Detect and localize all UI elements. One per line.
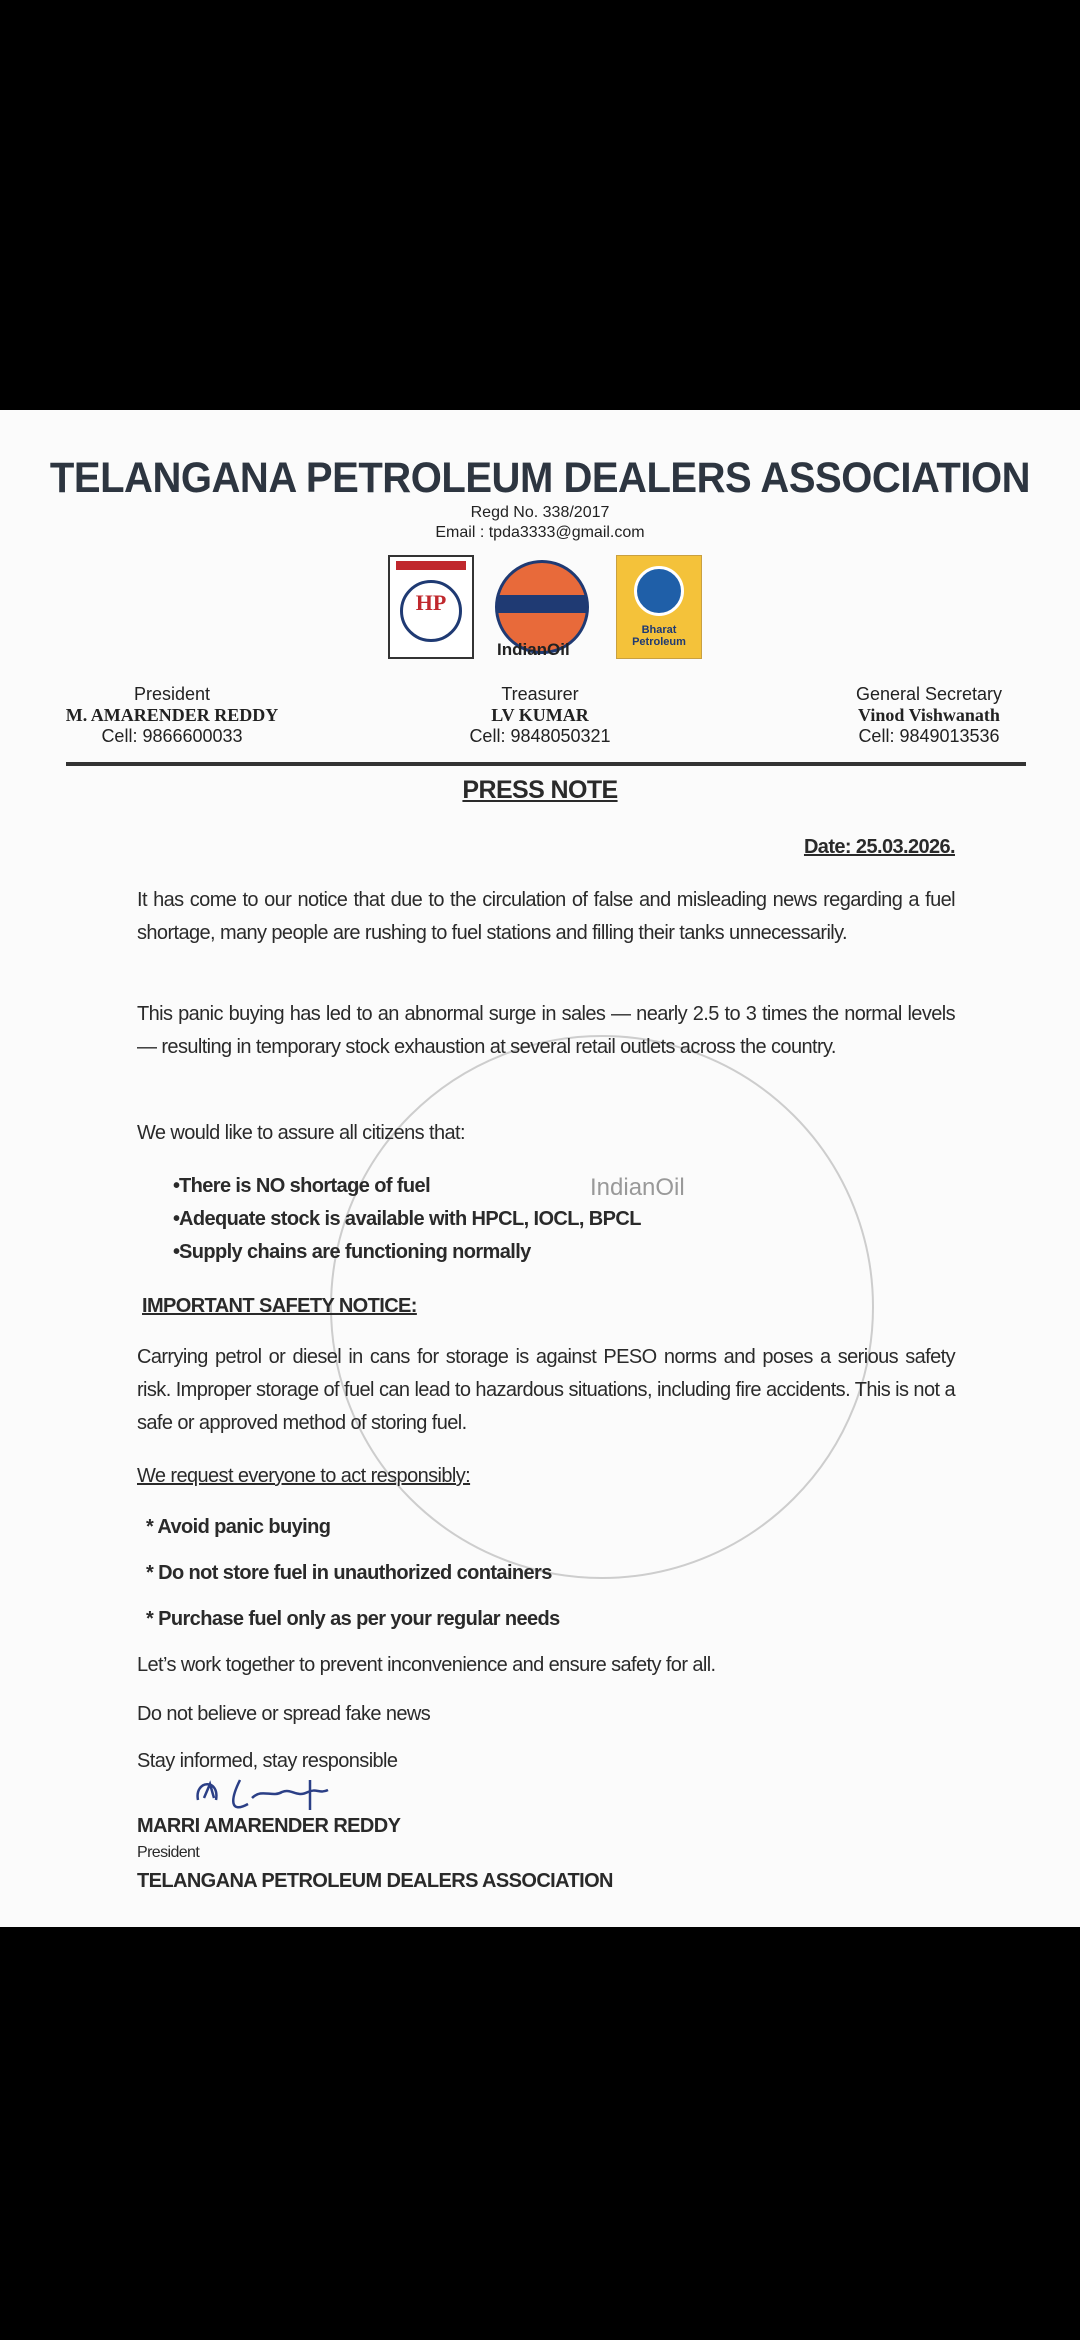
closing-line: Let’s work together to prevent inconvenience and ensure safety for all.	[137, 1654, 716, 1676]
association-title: TELANGANA PETROLEUM DEALERS ASSOCIATION	[49, 454, 1031, 502]
paragraph-1: It has come to our notice that due to the circulation of false and misleading news regarding a fuel shortage, many people are rushing to fuel stations and filling their tanks unnecessarily.	[137, 889, 955, 944]
request-item: * Do not store fuel in unauthorized containers	[146, 1562, 552, 1584]
request-item: * Avoid panic buying	[146, 1516, 331, 1538]
email: Email : tpda3333@gmail.com	[435, 524, 645, 541]
request-item: * Purchase fuel only as per your regular needs	[146, 1608, 560, 1630]
press-note-document	[0, 410, 1080, 1927]
stamp-text: IndianOil	[590, 1174, 685, 1201]
officer-president: President M. AMARENDER REDDY Cell: 9866600033	[65, 684, 279, 746]
bullet-item: • Adequate stock is available with HPCL, IOCL, BPCL	[179, 1208, 641, 1231]
signature	[190, 1770, 350, 1820]
date: Date: 25.03.2026.	[803, 836, 955, 858]
bullet-item: • Supply chains are functioning normally	[179, 1241, 531, 1264]
signatory-role: President	[137, 1844, 200, 1861]
closing-line: Stay informed, stay responsible	[137, 1750, 398, 1772]
paragraph-2: This panic buying has led to an abnormal surge in sales — nearly 2.5 to 3 times the normal levels — resulting in temporary stock exhaustion at several retail outlets across the country.	[137, 1003, 955, 1058]
signatory-name: MARRI AMARENDER REDDY	[137, 1815, 401, 1837]
bharat-petroleum-logo: Bharat Petroleum	[616, 555, 702, 659]
closing-line: Do not believe or spread fake news	[137, 1703, 431, 1725]
officer-general-secretary: General Secretary Vinod Vishwanath Cell: 9849013536	[855, 684, 1003, 746]
paragraph-3: Carrying petrol or diesel in cans for storage is against PESO norms and poses a serious safety risk. Improper storage of fuel can lead to hazardous situations, including fire accidents. This is not a safe or approved method of storing fuel.	[137, 1346, 955, 1434]
request-line: We request everyone to act responsibly:	[137, 1465, 471, 1487]
divider	[66, 762, 1026, 766]
safety-heading: IMPORTANT SAFETY NOTICE:	[142, 1295, 417, 1317]
regd-number: Regd No. 338/2017	[470, 504, 610, 521]
bullet-item: • There is NO shortage of fuel	[179, 1175, 430, 1198]
signatory-org: TELANGANA PETROLEUM DEALERS ASSOCIATION	[137, 1870, 613, 1892]
hp-logo: HP	[388, 555, 474, 659]
indianoil-label: IndianOil	[497, 640, 570, 659]
press-note-heading: PRESS NOTE	[462, 776, 618, 804]
officer-treasurer: Treasurer LV KUMAR Cell: 9848050321	[469, 684, 611, 746]
assure-line: We would like to assure all citizens that:	[137, 1122, 465, 1144]
